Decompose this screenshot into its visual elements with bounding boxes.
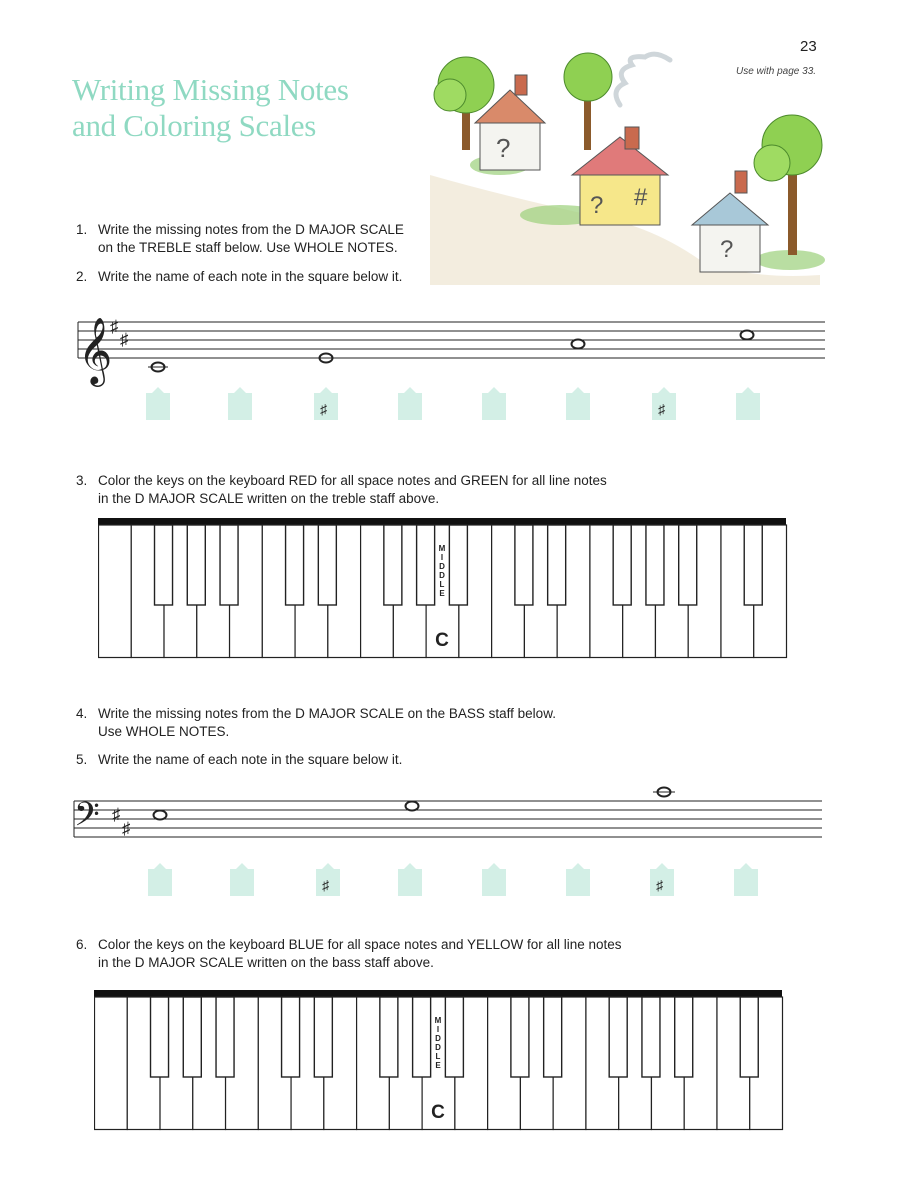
middle-label-letter: E <box>439 589 445 598</box>
whole-note <box>154 811 167 820</box>
title-line-1: Writing Missing Notes <box>72 72 349 107</box>
black-key[interactable] <box>675 997 693 1077</box>
black-key[interactable] <box>314 997 332 1077</box>
use-with-note: Use with page 33. <box>736 66 817 77</box>
black-key[interactable] <box>413 997 431 1077</box>
middle-label-letter: D <box>439 562 445 571</box>
black-key[interactable] <box>445 997 463 1077</box>
white-key[interactable] <box>99 525 132 658</box>
black-key[interactable] <box>679 525 697 605</box>
sharp-icon: ♯ <box>112 805 121 824</box>
whole-note <box>741 331 754 340</box>
house-icon <box>692 171 768 272</box>
tree-icon <box>754 115 822 255</box>
instruction-3: 3. Color the keys on the keyboard RED for all space notes and GREEN for all line notes in the D MAJOR SCALE written on the treble staff above. <box>76 473 607 506</box>
white-key[interactable] <box>95 997 128 1130</box>
black-key[interactable] <box>187 525 205 605</box>
house-mark: ? <box>590 192 604 219</box>
black-key[interactable] <box>220 525 238 605</box>
black-key[interactable] <box>183 997 201 1077</box>
answer-boxes-treble <box>146 387 760 420</box>
middle-label-letter: D <box>435 1034 441 1043</box>
black-key[interactable] <box>613 525 631 605</box>
black-key[interactable] <box>646 525 664 605</box>
middle-c-label: C <box>435 630 449 651</box>
house-mark: ? <box>720 236 734 263</box>
middle-label-letter: D <box>435 1043 441 1052</box>
black-key[interactable] <box>380 997 398 1077</box>
keyboard-bass <box>94 990 788 1134</box>
black-key[interactable] <box>642 997 660 1077</box>
instruction-1: 1. Write the missing notes from the D MAJOR SCALE on the TREBLE staff below. Use WHOLE NOTES. <box>76 222 404 255</box>
black-key[interactable] <box>417 525 435 605</box>
instruction-6: 6. Color the keys on the keyboard BLUE for all space notes and YELLOW for all line notes in the D MAJOR SCALE written on the bass staff above. <box>76 937 622 970</box>
house-mark: # <box>634 184 648 211</box>
black-key[interactable] <box>286 525 304 605</box>
black-key[interactable] <box>744 525 762 605</box>
keyboard-top-bar <box>94 990 782 997</box>
whole-note <box>406 802 419 811</box>
village-illustration <box>420 45 840 285</box>
answer-box-mark: ♯ <box>658 401 665 417</box>
keyboard-top-bar <box>98 518 786 525</box>
black-key[interactable] <box>216 997 234 1077</box>
middle-label-letter: E <box>435 1061 441 1070</box>
sharp-icon: ♯ <box>120 330 129 349</box>
instruction-5: 5. Write the name of each note in the square below it. <box>76 752 403 767</box>
black-key[interactable] <box>548 525 566 605</box>
answer-box-mark: ♯ <box>656 877 663 893</box>
tree-icon <box>564 53 612 150</box>
instruction-4: 4. Write the missing notes from the D MAJOR SCALE on the BASS staff below. Use WHOLE NOTES. <box>76 706 556 739</box>
middle-label-letter: L <box>435 1052 441 1061</box>
black-key[interactable] <box>155 525 173 605</box>
whole-note <box>572 340 585 349</box>
black-key[interactable] <box>515 525 533 605</box>
middle-label-letter: I <box>436 1025 440 1034</box>
treble-staff <box>70 300 830 425</box>
black-key[interactable] <box>384 525 402 605</box>
middle-label-letter: M <box>438 544 446 553</box>
middle-label-letter: D <box>439 571 445 580</box>
black-key[interactable] <box>282 997 300 1077</box>
black-key[interactable] <box>449 525 467 605</box>
treble-clef-icon: 𝄞 <box>78 318 113 383</box>
sharp-icon: ♯ <box>110 317 119 336</box>
answer-boxes-bass <box>148 863 758 896</box>
middle-label-letter: M <box>434 1016 442 1025</box>
black-key[interactable] <box>318 525 336 605</box>
keyboard-treble <box>98 518 792 662</box>
title-line-2: and Coloring Scales <box>72 108 316 143</box>
black-key[interactable] <box>609 997 627 1077</box>
middle-label-letter: I <box>440 553 444 562</box>
house-mark: ? <box>496 133 511 163</box>
page-number: 23 <box>800 38 817 55</box>
answer-box-mark: ♯ <box>322 877 329 893</box>
bass-staff <box>70 780 830 900</box>
page-title <box>72 72 349 144</box>
smoke <box>616 54 670 105</box>
black-key[interactable] <box>740 997 758 1077</box>
middle-c-label: C <box>431 1102 445 1123</box>
black-key[interactable] <box>151 997 169 1077</box>
black-key[interactable] <box>511 997 529 1077</box>
black-key[interactable] <box>544 997 562 1077</box>
bass-clef-icon: 𝄢 <box>74 797 100 841</box>
instruction-2: 2. Write the name of each note in the square below it. <box>76 269 403 284</box>
middle-label-letter: L <box>439 580 445 589</box>
sharp-icon: ♯ <box>122 819 131 838</box>
answer-box-mark: ♯ <box>320 401 327 417</box>
